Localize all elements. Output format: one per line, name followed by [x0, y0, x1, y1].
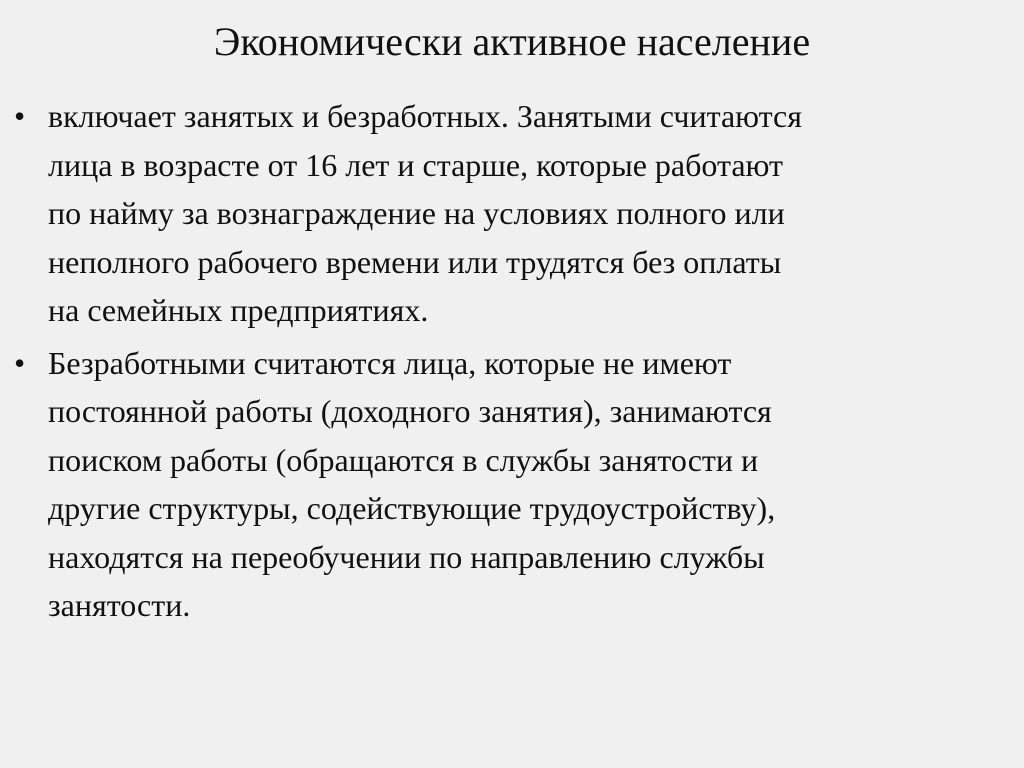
bullet-text-line: включает занятых и безработных. Занятыми считаются	[48, 98, 802, 134]
bullet-text-line: неполного рабочего времени или трудятся без оплаты	[48, 243, 782, 280]
bullet-item-unemployed	[14, 339, 1004, 630]
bullet-text-line: лица в возрасте от 16 лет и старше, которые работают	[48, 146, 783, 183]
bullet-text-line: постоянной работы (доходного занятия), занимаются	[48, 393, 772, 429]
bullet-text-line: другие структуры, содействующие трудоустройству),	[48, 490, 776, 526]
bullet-text-line: Безработными считаются лица, которые не имеют	[48, 344, 732, 381]
slide-title: Экономически активное население	[213, 19, 811, 64]
bullet-list	[14, 92, 1004, 634]
bullet-icon: •	[14, 344, 26, 381]
bullet-text-line: поиском работы (обращаются в службы занятости и	[48, 441, 759, 478]
bullet-text-line: по найму за вознаграждение на условиях полного или	[48, 195, 785, 231]
bullet-item-employed	[14, 92, 1004, 335]
bullet-text-line: на семейных предприятиях.	[48, 292, 429, 328]
bullet-text-line: находятся на переобучении по направлению службы	[48, 538, 765, 575]
bullet-text-line: занятости.	[48, 587, 191, 623]
bullet-icon: •	[14, 98, 26, 134]
